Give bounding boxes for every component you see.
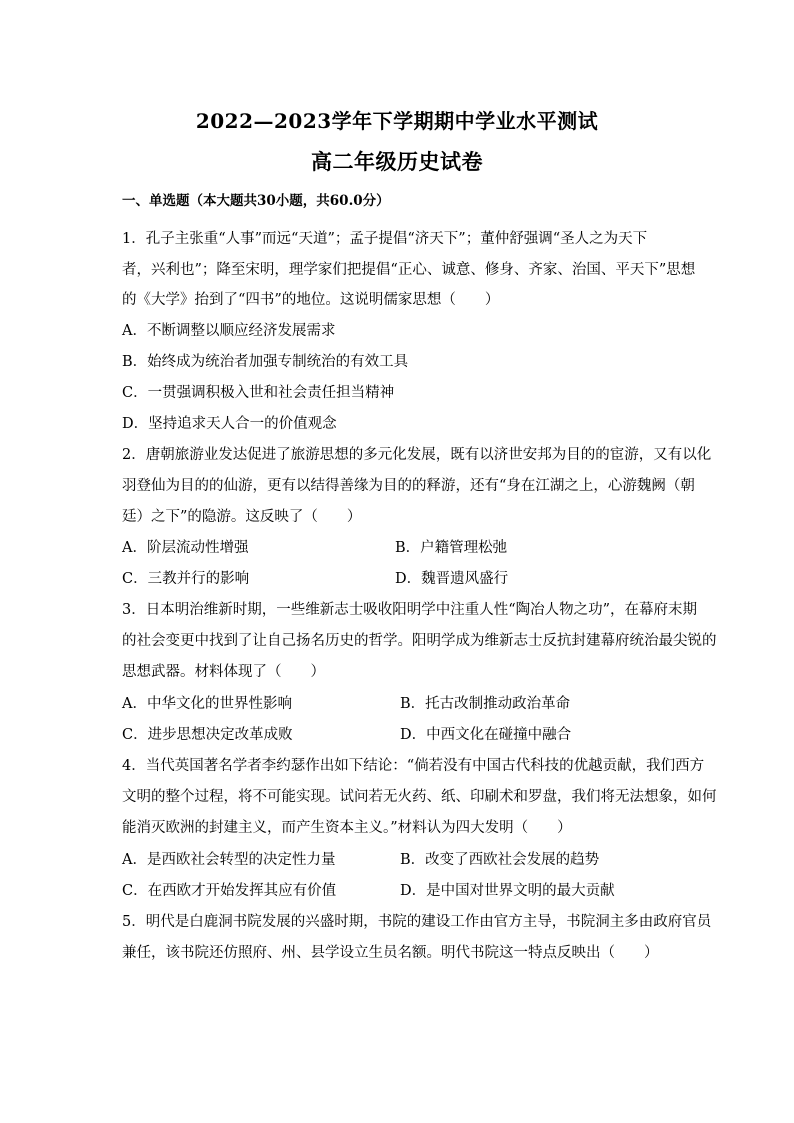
question-5-line-1: 5．明代是白鹿洞书院发展的兴盛时期，书院的建设工作由官方主导，书院洞主多由政府官员 [122, 914, 712, 930]
question-2-option-c: C．三教并行的影响 [122, 571, 250, 587]
question-4-option-a: A．是西欧社会转型的决定性力量 [122, 852, 336, 868]
question-5-line-2: 兼任，该书院还仿照府、州、县学设立生员名额。明代书院这一特点反映出（ ） [122, 945, 659, 961]
question-2-line-1: 2．唐朝旅游业发达促进了旅游思想的多元化发展，既有以济世安邦为目的的宦游，又有以化 [122, 447, 712, 463]
question-2-line-3: 廷）之下”的隐游。这反映了（ ） [122, 509, 362, 525]
question-3-option-a: A．中华文化的世界性影响 [122, 696, 292, 712]
question-2-option-b: B．户籍管理松弛 [395, 540, 508, 556]
question-1-option-d: D．坚持追求天人合一的价值观念 [122, 416, 337, 432]
question-4-line-1: 4．当代英国著名学者李约瑟作出如下结论：“倘若没有中国古代科技的优越贡献，我们西方 [122, 758, 705, 774]
question-1-option-c: C．一贯强调积极入世和社会责任担当精神 [122, 385, 395, 401]
question-1-line-3: 的《大学》抬到了“四书”的地位。这说明儒家思想（ ） [122, 292, 500, 308]
exam-title: 2022—2023学年下学期期中学业水平测试 [195, 109, 599, 133]
exam-subtitle: 高二年级历史试卷 [311, 149, 483, 174]
question-4-option-d: D．是中国对世界文明的最大贡献 [400, 883, 615, 899]
question-2-line-2: 羽登仙为目的的仙游，更有以结得善缘为目的的释游，还有“身在江湖之上，心游魏阙（朝 [122, 478, 695, 494]
question-3-option-d: D．中西文化在碰撞中融合 [400, 727, 572, 743]
question-4-line-3: 能消灭欧洲的封建主义，而产生资本主义。”材料认为四大发明（ ） [122, 820, 572, 836]
question-2-option-a: A．阶层流动性增强 [122, 540, 249, 556]
question-4-line-2: 文明的整个过程，将不可能实现。试问若无火药、纸、印刷术和罗盘，我们将无法想象，如何 [122, 789, 717, 805]
question-4-option-c: C．在西欧才开始发挥其应有价值 [122, 883, 337, 899]
question-3-line-3: 思想武器。材料体现了（ ） [122, 664, 325, 680]
question-3-line-1: 3．日本明治维新时期，一些维新志士吸收阳明学中注重人性“陶冶人物之功”，在幕府末期 [122, 602, 698, 618]
question-1-line-2: 者，兴利也”；降至宋明，理学家们把提倡“正心、诚意、修身、齐家、治国、平天下”思想 [122, 262, 696, 278]
question-1-line-1: 1．孔子主张重“人事”而远“天道”；孟子提倡“济天下”；董仲舒强调“圣人之为天下 [122, 231, 648, 247]
question-3-option-c: C．进步思想决定改革成败 [122, 727, 293, 743]
question-1-option-a: A．不断调整以顺应经济发展需求 [122, 323, 336, 339]
question-3-option-b: B．托古改制推动政治革命 [400, 696, 571, 712]
question-1-option-b: B．始终成为统治者加强专制统治的有效工具 [122, 354, 409, 370]
question-3-line-2: 的社会变更中找到了让自己扬名历史的哲学。阳明学成为维新志士反抗封建幕府统治最尖锐的 [122, 633, 717, 649]
section-heading: 一、单选题（本大题共30小题，共60.0分） [122, 193, 390, 209]
question-2-option-d: D．魏晋遗风盛行 [395, 571, 509, 587]
question-4-option-b: B．改变了西欧社会发展的趋势 [400, 852, 600, 868]
